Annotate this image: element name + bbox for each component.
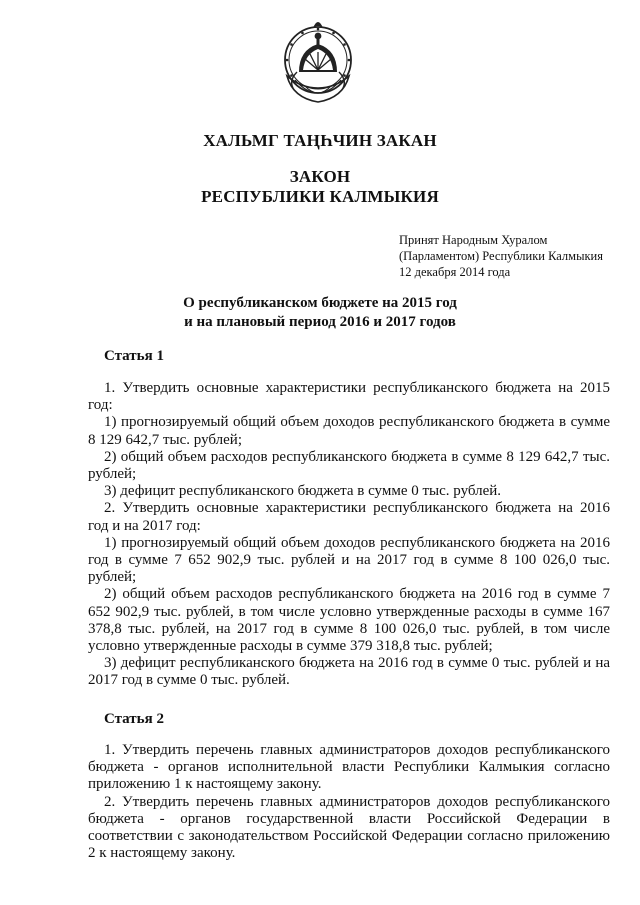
article-1-heading: Статья 1: [104, 348, 164, 364]
adoption-line-3: 12 декабря 2014 года: [399, 265, 511, 279]
paragraph: 1) прогнозируемый общий объем доходов республиканского бюджета на 2016 год в сумме 7 652 902,9 тыс. рублей и на 2017 год в сумме 8 100 026,0 тыс. рублей;: [88, 534, 610, 586]
subject-line-2: и на плановый период 2016 и 2017 годов: [184, 314, 456, 330]
law-subject: [0, 294, 640, 332]
title-kalmyk: ХАЛЬМГ ТАҢҺЧИН ЗАКАН: [203, 131, 437, 150]
paragraph: 2) общий объем расходов республиканского бюджета в сумме 8 129 642,7 тыс. рублей;: [88, 448, 610, 483]
title-republic: РЕСПУБЛИКИ КАЛМЫКИЯ: [201, 187, 439, 206]
paragraph: 2. Утвердить перечень главных администраторов доходов республиканского бюджета - органов государственной власти Российской Федерации в соответствии с законодательством Российской Федерации согласно приложению 2 к настоящему закону.: [88, 793, 610, 862]
kalmykia-coat-of-arms-icon: [275, 14, 361, 106]
paragraph: 3) дефицит республиканского бюджета на 2016 год в сумме 0 тыс. рублей и на 2017 год в сумме 0 тыс. рублей.: [88, 655, 610, 689]
paragraph: 1. Утвердить перечень главных администраторов доходов республиканского бюджета - органов исполнительной власти Республики Калмыкия согласно приложению 1 к настоящему закону.: [88, 742, 610, 793]
article-1-body: [88, 380, 610, 690]
paragraph: 2) общий объем расходов республиканского бюджета на 2016 год в сумме 7 652 902,9 тыс. рублей, в том числе условно утвержденные расходы в сумме 167 378,8 тыс. рублей, на 2017 год в сумме 8 100 026,0 тыс. рублей, в том числе условно утвержденные расходы в сумме 379 318,8 тыс. рублей;: [88, 586, 610, 655]
adoption-line-1: Принят Народным Хуралом: [399, 233, 548, 247]
article-2-body: [88, 742, 610, 862]
paragraph: 3) дефицит республиканского бюджета в сумме 0 тыс. рублей.: [104, 483, 502, 500]
subject-line-1: О республиканском бюджете на 2015 год: [183, 295, 457, 311]
paragraph: 1. Утвердить основные характеристики республиканского бюджета на 2015 год:: [88, 380, 610, 414]
paragraph: 1) прогнозируемый общий объем доходов республиканского бюджета в сумме 8 129 642,7 тыс. рублей;: [88, 414, 610, 448]
adoption-note: [399, 232, 603, 280]
article-2-heading: Статья 2: [104, 711, 164, 727]
paragraph: 2. Утвердить основные характеристики республиканского бюджета на 2016 год и на 2017 год:: [88, 500, 610, 534]
adoption-line-2: (Парламентом) Республики Калмыкия: [399, 249, 603, 263]
title-law: ЗАКОН: [289, 167, 351, 186]
